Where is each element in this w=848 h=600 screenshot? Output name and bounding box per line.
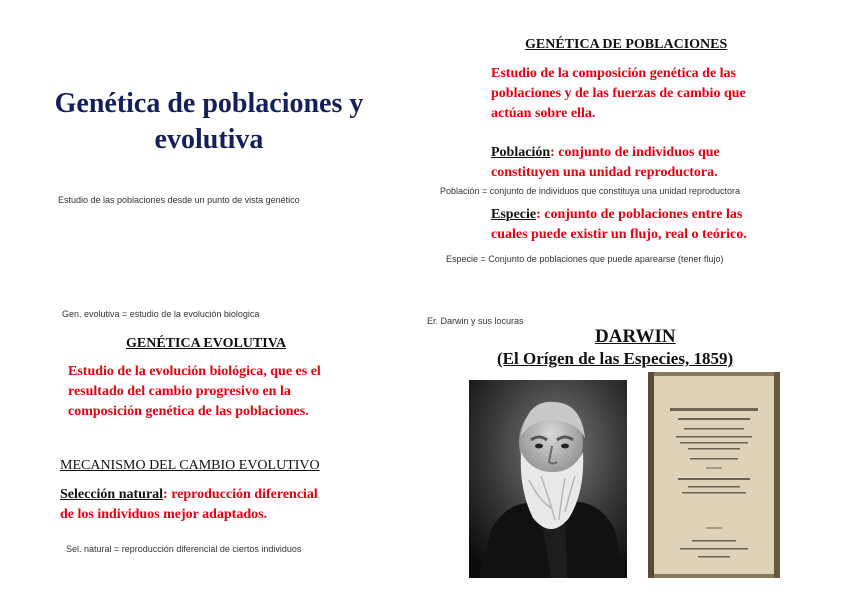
poblaciones-text-line: actúan sobre ella. [491,106,596,121]
evolutiva-text-line: resultado del cambio progresivo en la [68,384,291,399]
book-cover-drawing [648,372,780,578]
note-darwin: Er. Darwin y sus locuras [427,316,524,326]
darwin-subheading: (El Orígen de las Especies, 1859) [497,349,734,368]
darwin-portrait-drawing [469,380,627,578]
title-line-2: evolutiva [154,124,264,155]
page-title [0,86,418,158]
seleccion-def: : reproducción diferencial [163,487,318,502]
evolutiva-text [68,362,321,422]
poblaciones-text-line: Estudio de la composición genética de las [491,66,737,81]
poblacion-def: : conjunto de individuos que [550,145,720,160]
evolutiva-text-line: composición genética de las poblaciones. [68,404,309,419]
especie-definition [491,205,747,245]
evolutiva-text-line: Estudio de la evolución biológica, que es el [68,364,321,379]
title-line-1: Genética de poblaciones y [54,88,364,119]
evolutiva-heading: GENÉTICA EVOLUTIVA [126,336,287,351]
seleccion-term: Selección natural [60,487,164,502]
poblaciones-text [491,64,746,124]
poblaciones-text-line: poblaciones y de las fuerzas de cambio que [491,86,746,101]
origin-of-species-cover [648,372,780,578]
especie-def-2: cuales puede existir un flujo, real o teórico. [491,227,747,242]
mecanismo-heading: MECANISMO DEL CAMBIO EVOLUTIVO [60,458,320,473]
especie-def: : conjunto de poblaciones entre las [536,207,743,222]
darwin-heading: DARWIN [595,326,676,347]
poblacion-definition [491,143,720,183]
seleccion-def-2: de los individuos mejor adaptados. [60,507,268,522]
note-poblacion: Población = conjunto de individuos que constituya una unidad reproductora [440,186,740,196]
poblacion-term: Población [491,145,551,160]
note-evolutiva: Gen. evolutiva = estudio de la evolución biologica [62,309,260,319]
note-seleccion: Sel. natural = reproducción diferencial de ciertos individuos [66,544,302,554]
seleccion-definition [60,485,318,525]
poblacion-def-2: constituyen una unidad reproductora. [491,165,718,180]
especie-term: Especie [491,207,537,222]
note-especie: Especie = Conjunto de poblaciones que puede aparearse (tener flujo) [446,254,724,264]
poblaciones-heading: GENÉTICA DE POBLACIONES [525,37,728,52]
darwin-portrait [469,380,627,578]
note-study: Estudio de las poblaciones desde un punto de vista genético [58,195,300,205]
